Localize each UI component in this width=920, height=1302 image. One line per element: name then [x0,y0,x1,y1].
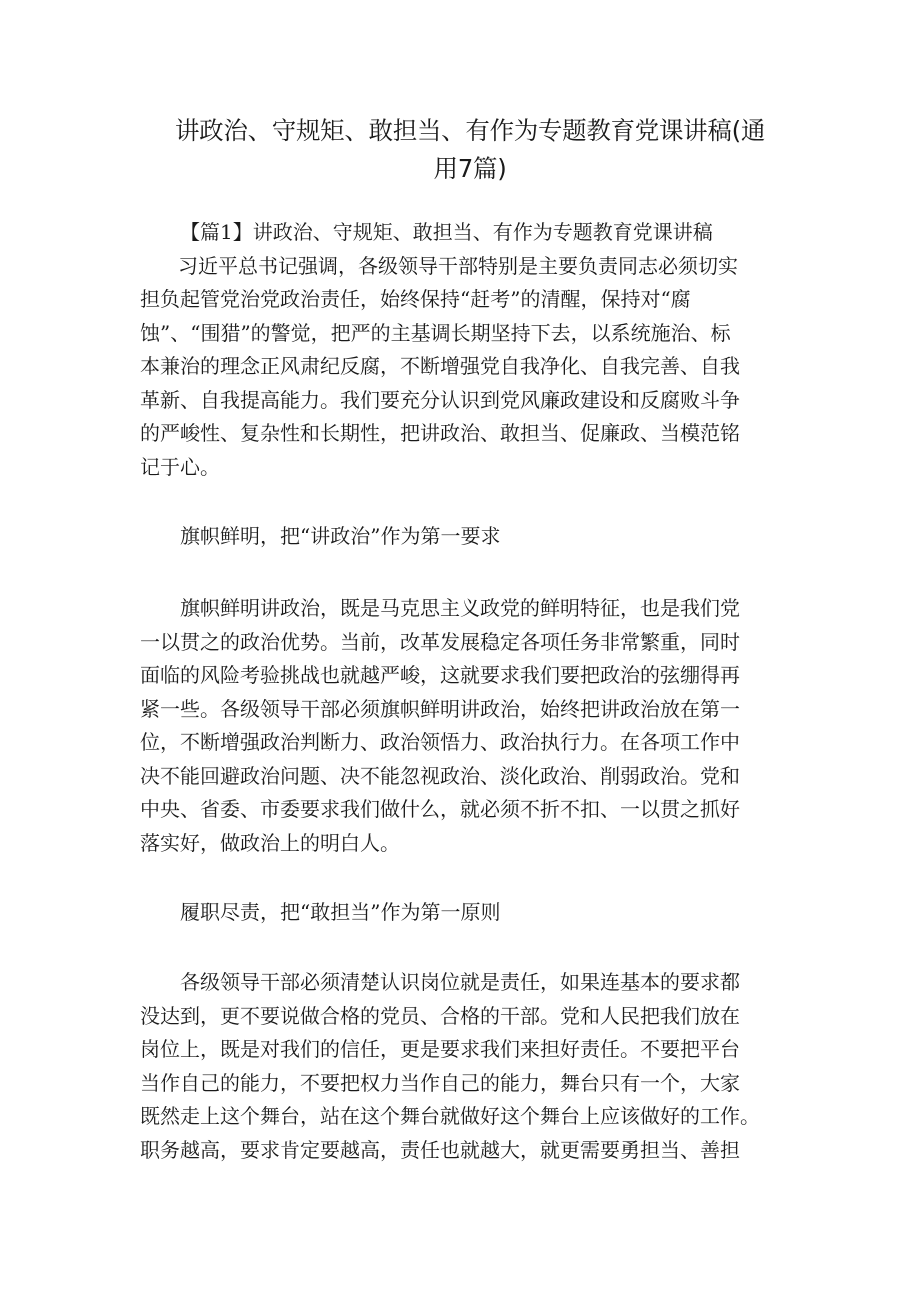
paragraph-line: 面临的风险考验挑战也就越严峻，这就要求我们要把政治的弦绷得再 [140,663,740,687]
intro-paragraph [140,216,780,484]
paragraph-line: 的严峻性、复杂性和长期性，把讲政治、敢担当、促廉政、当模范铭 [140,421,740,445]
paragraph-line: 中央、省委、市委要求我们做什么，就必须不折不扣、一以贯之抓好 [140,797,740,821]
document-title [150,112,790,188]
paragraph-line: 各级领导干部必须清楚认识岗位就是责任，如果连基本的要求都 [180,970,740,994]
section-paragraph-2 [140,966,780,1167]
paragraph-line: 没达到，更不要说做合格的党员、合格的干部。党和人民把我们放在 [140,1003,740,1028]
paragraph-line: 蚀”、“围猎”的警觉，把严的主基调长期坚持下去，以系统施治、标 [140,320,731,345]
heading-text: 旗帜鲜明，把“讲政治”作为第一要求 [180,524,501,548]
title-line: 用7篇) [433,154,507,183]
paragraph-line: 记于心。 [140,454,220,479]
section-heading-2 [140,896,780,930]
heading-text: 履职尽责，把“敢担当”作为第一原则 [180,900,501,924]
paragraph-line: 紧一些。各级领导干部必须旗帜鲜明讲政治，始终把讲政治放在第一 [140,696,740,721]
paragraph-line: 本兼治的理念正风肃纪反腐，不断增强党自我净化、自我完善、自我 [140,354,740,378]
paragraph-line: 既然走上这个舞台，站在这个舞台就做好这个舞台上应该做好的工作。 [140,1104,760,1128]
paragraph-line: 决不能回避政治问题、决不能忽视政治、淡化政治、削弱政治。党和 [140,763,740,788]
paragraph-line: 一以贯之的政治优势。当前，改革发展稳定各项任务非常繁重，同时 [140,629,740,654]
section-heading-1 [140,520,780,554]
paragraph-line: 岗位上，既是对我们的信任，更是要求我们来担好责任。不要把平台 [140,1037,740,1061]
title-line: 讲政治、守规矩、敢担当、有作为专题教育党课讲稿(通 [174,116,766,145]
paragraph-line: 落实好，做政治上的明白人。 [140,830,400,855]
paragraph-line: 习近平总书记强调，各级领导干部特别是主要负责同志必须切实 [178,253,738,278]
section-paragraph-1 [140,592,780,860]
paragraph-line: 担负起管党治党政治责任，始终保持“赶考”的清醒，保持对“腐 [140,287,691,311]
paragraph-line: 当作自己的能力，不要把权力当作自己的能力，舞台只有一个，大家 [140,1070,740,1095]
section-label: 【篇1】讲政治、守规矩、敢担当、有作为专题教育党课讲稿 [180,220,713,244]
paragraph-line: 革新、自我提高能力。我们要充分认识到党风廉政建设和反腐败斗争 [140,387,740,412]
paragraph-line: 旗帜鲜明讲政治，既是马克思主义政党的鲜明特征，也是我们党 [180,596,740,620]
paragraph-line: 职务越高，要求肯定要越高，责任也就越大，就更需要勇担当、善担 [140,1137,740,1162]
paragraph-line: 位，不断增强政治判断力、政治领悟力、政治执行力。在各项工作中 [140,730,740,754]
